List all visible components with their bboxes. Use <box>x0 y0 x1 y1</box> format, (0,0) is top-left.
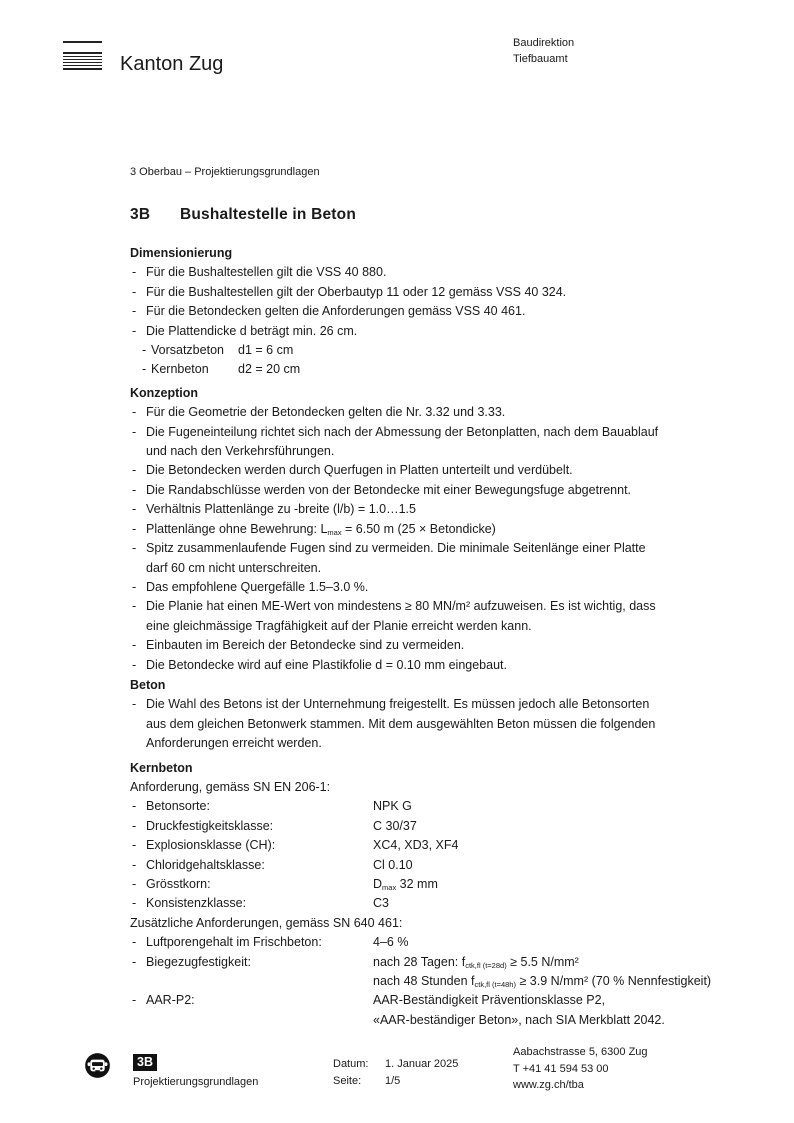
bullet-text: Die Randabschlüsse werden von der Betondecke mit einer Bewegungsfuge abgetrennt. <box>146 482 632 497</box>
bullet-dash: - <box>142 343 147 358</box>
bullet-dash: - <box>132 304 137 319</box>
bullet-item <box>130 539 744 558</box>
spec-value-pre: nach 48 Stunden f <box>373 974 475 989</box>
bullet-dash: - <box>132 323 137 338</box>
spec-label: Konsistenzklasse: <box>146 896 247 911</box>
document-body <box>130 165 744 1030</box>
bullet-text: Das empfohlene Quergefälle 1.5–3.0 %. <box>146 579 369 594</box>
bullet-item <box>130 403 744 422</box>
bullet-dash: - <box>132 424 137 439</box>
spec-value: XC4, XD3, XF4 <box>373 838 459 853</box>
bullet-text: Die Fugeneinteilung richtet sich nach der Abmessung der Betonplatten, nach dem Bauablauf <box>146 424 659 439</box>
bullet-dash: - <box>132 896 137 911</box>
spec-value-pre: nach 28 Tagen: f <box>373 954 466 969</box>
bullet-item <box>130 578 744 597</box>
title-number: 3B <box>130 206 151 223</box>
contact-web: www.zg.ch/tba <box>513 1079 584 1091</box>
org-direktion: Baudirektion <box>513 37 575 49</box>
spec-label: Grösstkorn: <box>146 877 211 891</box>
sub-bullet-label: Kernbeton <box>151 362 209 377</box>
bullet-text: Die Wahl des Betons ist der Unternehmung freigestellt. Es müssen jedoch alle Betonsorten <box>146 697 650 712</box>
spec-value: C 30/37 <box>373 818 417 833</box>
spec-row <box>130 953 744 972</box>
spec-label: Biegezugfestigkeit: <box>146 954 251 969</box>
bullet-dash: - <box>132 954 137 969</box>
bullet-item <box>130 597 744 616</box>
spec-value: AAR-Beständigkeit Präventionsklasse P2, <box>373 993 606 1008</box>
spec-value-post: 32 mm <box>396 877 438 891</box>
bullet-continuation <box>130 715 744 734</box>
org-block <box>513 35 574 67</box>
bullet-text: Die Planie hat einen ME-Wert von mindestens ≥ 80 MN/m² aufzuweisen. Es ist wichtig, dass <box>146 599 656 614</box>
bullet-text: Verhältnis Plattenlänge zu -breite (l/b) = 1.0…1.5 <box>146 502 416 517</box>
footer-chapter-badge: 3B <box>133 1054 157 1071</box>
date-value: 1. Januar 2025 <box>385 1058 459 1070</box>
spec-value: 4–6 % <box>373 935 409 950</box>
bullet-dash: - <box>132 265 137 280</box>
bullet-item <box>130 423 744 442</box>
spec-label: Explosionsklasse (CH): <box>146 838 276 853</box>
bullet-text: Für die Geometrie der Betondecken gelten die Nr. 3.32 und 3.33. <box>146 405 506 420</box>
bullet-text: Anforderungen erreicht werden. <box>146 736 322 751</box>
spec-value: «AAR-beständiger Beton», nach SIA Merkblatt 2042. <box>373 1012 665 1027</box>
bullet-dash: - <box>132 657 137 672</box>
bullet-dash: - <box>132 638 137 653</box>
bullet-continuation <box>130 617 744 636</box>
bullet-dash: - <box>132 502 137 517</box>
spec-label: Druckfestigkeitsklasse: <box>146 818 274 833</box>
bullet-text: eine gleichmässige Tragfähigkeit auf der Planie erreicht werden kann. <box>146 618 532 633</box>
title-text: Bushaltestelle in Beton <box>180 206 356 223</box>
bullet-item <box>130 461 744 480</box>
bullet-text: Für die Bushaltestellen gilt der Oberbautyp 11 oder 12 gemäss VSS 40 324. <box>146 284 567 299</box>
spec-row <box>130 991 744 1010</box>
breadcrumb: 3 Oberbau – Projektierungsgrundlagen <box>130 166 320 178</box>
spec-value-post: ≥ 3.9 N/mm² (70 % Nennfestigkeit) <box>515 974 712 989</box>
bullet-dash: - <box>132 482 137 497</box>
kanton-zug-logo-icon <box>63 41 102 72</box>
subscript-max: max <box>327 527 342 537</box>
bullet-dash: - <box>132 599 137 614</box>
bullet-dash: - <box>132 697 137 712</box>
page-title <box>130 204 744 225</box>
bullet-dash: - <box>132 838 137 853</box>
bullet-item <box>130 520 744 539</box>
footer-page-row <box>333 1073 458 1090</box>
bullet-continuation <box>130 734 744 753</box>
bullet-dash: - <box>132 877 137 891</box>
bullet-dash: - <box>132 463 137 478</box>
bullet-dash: - <box>132 993 137 1008</box>
bullet-dash: - <box>132 579 137 594</box>
bullet-item <box>130 500 744 519</box>
spec-value: NPK G <box>373 799 412 814</box>
spec-label: AAR-P2: <box>146 993 195 1008</box>
spec-value: Cl 0.10 <box>373 857 413 872</box>
subscript-fctk: ctk,fl (t=48h) <box>474 980 516 990</box>
brand-name: Kanton Zug <box>120 53 224 75</box>
section-heading-dimensionierung: Dimensionierung <box>130 246 233 260</box>
spec-label: Chloridgehaltsklasse: <box>146 857 265 872</box>
sub-bullet-value: d1 = 6 cm <box>238 343 294 358</box>
spec-row <box>130 797 744 816</box>
footer-chapter-label: Projektierungsgrundlagen <box>133 1076 259 1088</box>
subscript-max: max <box>382 883 397 892</box>
bullet-text: Spitz zusammenlaufende Fugen sind zu vermeiden. Die minimale Seitenlänge einer Platte <box>146 541 646 556</box>
spec-row <box>130 836 744 855</box>
spec-row <box>130 817 744 836</box>
contact-phone: T +41 41 594 53 00 <box>513 1062 609 1075</box>
bullet-text: Die Betondecke wird auf eine Plastikfolie d = 0.10 mm eingebaut. <box>146 657 507 672</box>
spec-row-continuation <box>130 972 744 991</box>
bullet-text: Die Betondecken werden durch Querfugen in Platten unterteilt und verdübelt. <box>146 463 573 478</box>
spec-row <box>130 875 744 894</box>
bullet-item <box>130 263 744 282</box>
bullet-text: und nach den Verkehrsführungen. <box>146 444 335 459</box>
bullet-item <box>130 283 744 302</box>
bullet-item <box>130 656 744 675</box>
spec-row <box>130 894 744 913</box>
bullet-continuation <box>130 559 744 578</box>
bullet-text: darf 60 cm nicht unterschreiten. <box>146 560 322 575</box>
spec-value: C3 <box>373 896 389 911</box>
spec-value-post: ≥ 5.5 N/mm² <box>506 954 579 969</box>
bullet-item <box>130 322 744 341</box>
spec-row <box>130 933 744 952</box>
page-label: Seite: <box>333 1075 362 1087</box>
org-amt: Tiefbauamt <box>513 53 568 65</box>
footer-meta <box>333 1056 458 1090</box>
bullet-dash: - <box>132 857 137 872</box>
bullet-dash: - <box>132 284 137 299</box>
bullet-dash: - <box>132 818 137 833</box>
sub-bullet-label: Vorsatzbeton <box>151 343 224 358</box>
spec-row-continuation <box>130 1011 744 1030</box>
section-heading-beton: Beton <box>130 677 166 692</box>
bullet-text: aus dem gleichen Betonwerk stammen. Mit dem ausgewählten Beton müssen die folgenden <box>146 716 656 731</box>
subscript-fctk: ctk,fl (t=28d) <box>465 960 507 970</box>
bullet-text: Die Plattendicke d beträgt min. 26 cm. <box>146 323 358 338</box>
bullet-text-post: = 6.50 m (25 × Betondicke) <box>341 521 496 536</box>
date-label: Datum: <box>333 1058 369 1070</box>
spec-row <box>130 856 744 875</box>
bullet-item <box>130 636 744 655</box>
bullet-dash: - <box>132 541 137 556</box>
bullet-dash: - <box>132 799 137 814</box>
footer-date-row <box>333 1056 458 1073</box>
kernbeton-intro2: Zusätzliche Anforderungen, gemäss SN 640 461: <box>130 915 403 930</box>
bullet-dash: - <box>132 405 137 420</box>
bullet-item <box>130 481 744 500</box>
bullet-text-pre: Plattenlänge ohne Bewehrung: L <box>146 521 328 536</box>
bullet-item <box>130 695 744 714</box>
page-value: 1/5 <box>385 1075 401 1087</box>
footer-contact <box>513 1044 648 1094</box>
sub-bullet-value: d2 = 20 cm <box>238 362 301 377</box>
bullet-dash: - <box>132 935 137 950</box>
sub-bullet-item <box>130 341 744 360</box>
bullet-continuation <box>130 442 744 461</box>
section-heading-kernbeton: Kernbeton <box>130 760 193 775</box>
bullet-text: Einbauten im Bereich der Betondecke sind zu vermeiden. <box>146 638 465 653</box>
bullet-text: Für die Bushaltestellen gilt die VSS 40 880. <box>146 265 387 280</box>
bullet-text: Für die Betondecken gelten die Anforderungen gemäss VSS 40 461. <box>146 304 526 319</box>
section-heading-konzeption: Konzeption <box>130 385 199 400</box>
bullet-item <box>130 302 744 321</box>
spec-label: Luftporengehalt im Frischbeton: <box>146 935 322 950</box>
spec-value-pre: D <box>373 877 383 891</box>
sub-bullet-item <box>130 360 744 379</box>
spec-label: Betonsorte: <box>146 799 210 814</box>
bullet-dash: - <box>142 362 147 377</box>
kernbeton-intro: Anforderung, gemäss SN EN 206-1: <box>130 779 331 794</box>
bullet-dash: - <box>132 521 137 536</box>
bus-icon <box>84 1052 111 1084</box>
contact-address: Aabachstrasse 5, 6300 Zug <box>513 1046 648 1058</box>
